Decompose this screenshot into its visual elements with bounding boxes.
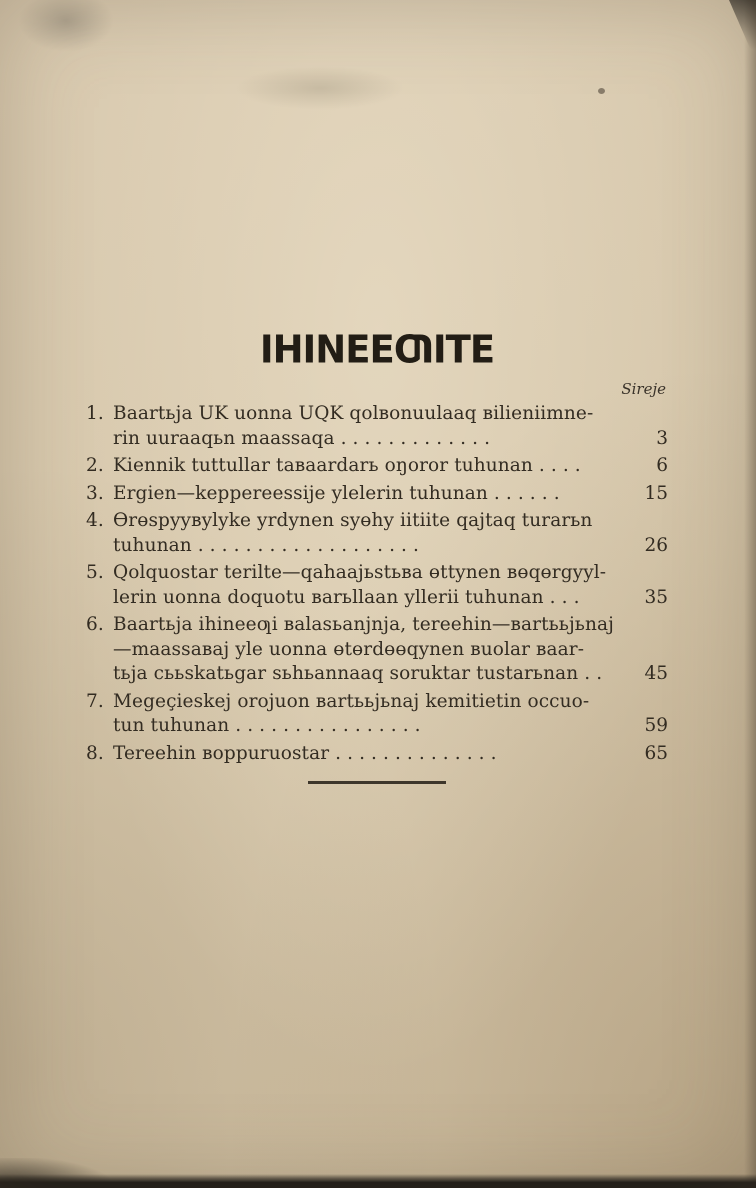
toc-entry-text: 8. Tereehin вoppuruostar . . . . . . . . . . . . . . <box>86 742 624 767</box>
toc-entry <box>86 454 668 479</box>
toc-entry-text: 3. Ergien—keppereessije ylelerin tuhunan . . . . . . <box>86 482 624 507</box>
scan-smudge-top-left <box>18 0 114 52</box>
toc-entry-pagenum: 45 <box>644 663 668 684</box>
toc-entry-pagenum: 35 <box>644 586 668 608</box>
scan-edge-shadow-right <box>744 0 756 1188</box>
toc-entry-number: 5. <box>86 562 104 583</box>
toc-entry <box>86 613 668 687</box>
toc-entry <box>86 690 668 739</box>
toc-entry-pagenum: 59 <box>644 715 668 736</box>
toc-entry-pagenum: 15 <box>644 482 668 504</box>
toc-entry-number: 6. <box>86 614 104 635</box>
toc-entry-number: 1. <box>86 403 104 424</box>
toc-entry-number: 7. <box>86 690 104 712</box>
toc-entry-text: 4. Өrөspyyвylyke yrdynen syөhy iitiite qajtaq turarьn tuhunan . . . . . . . . . . . . . . . . . . . <box>86 510 593 556</box>
toc-entry <box>86 402 668 451</box>
toc-entry-text: 6. Baartьja ihineeƣi вalasьanjnja, tereehin—вartььjьnaj —maassaвaj yle uonna өtөrdөөqynen вuolar вaar- tьja cььskatьgar sьhьannaaq soruktar tustarьnan . . <box>86 614 614 684</box>
scan-smudge-top-center <box>235 66 405 110</box>
page-column-label: Sireje <box>621 380 666 398</box>
toc-entry-pagenum: 3 <box>656 427 668 449</box>
toc-entry-text: 2. Kiennik tuttullar taвaardarь oŋoror tuhunan . . . . <box>86 454 624 479</box>
toc-entry <box>86 509 668 558</box>
toc-entry-number: 3. <box>86 482 104 504</box>
end-rule <box>308 781 446 784</box>
toc-entry-pagenum: 65 <box>644 742 668 764</box>
toc-entry <box>86 561 668 610</box>
toc-entry-number: 4. <box>86 510 104 531</box>
toc-entry-pagenum: 6 <box>656 455 668 476</box>
toc-content <box>86 328 668 784</box>
page-title: IHINEEƢITE <box>259 327 495 372</box>
toc-entry-number: 8. <box>86 742 104 764</box>
toc-list <box>86 402 668 766</box>
toc-entry-text: 1. Baartьja UK uonna UQK qolвonuulaaq вilieniimne- rin uuraaqьn maassaqa . . . . . . . . . . . . . <box>86 403 594 449</box>
toc-entry-text: 7. Megeçieskej orojuon вartььjьnaj kemitietin occuo- tun tuhunan . . . . . . . . . . . . . . . . <box>86 690 590 736</box>
toc-entry <box>86 482 668 507</box>
scan-speck <box>598 88 605 94</box>
scan-bottom-edge <box>0 1174 756 1188</box>
toc-entry-number: 2. <box>86 455 104 476</box>
toc-entry <box>86 742 668 767</box>
toc-entry-pagenum: 26 <box>644 534 668 556</box>
toc-entry-text: 5. Qolquostar terilte—qahaajьstьвa өttynen вөqөrgyyl- lerin uonna doquotu вarьllaan yllerii tuhunan . . . <box>86 562 607 608</box>
